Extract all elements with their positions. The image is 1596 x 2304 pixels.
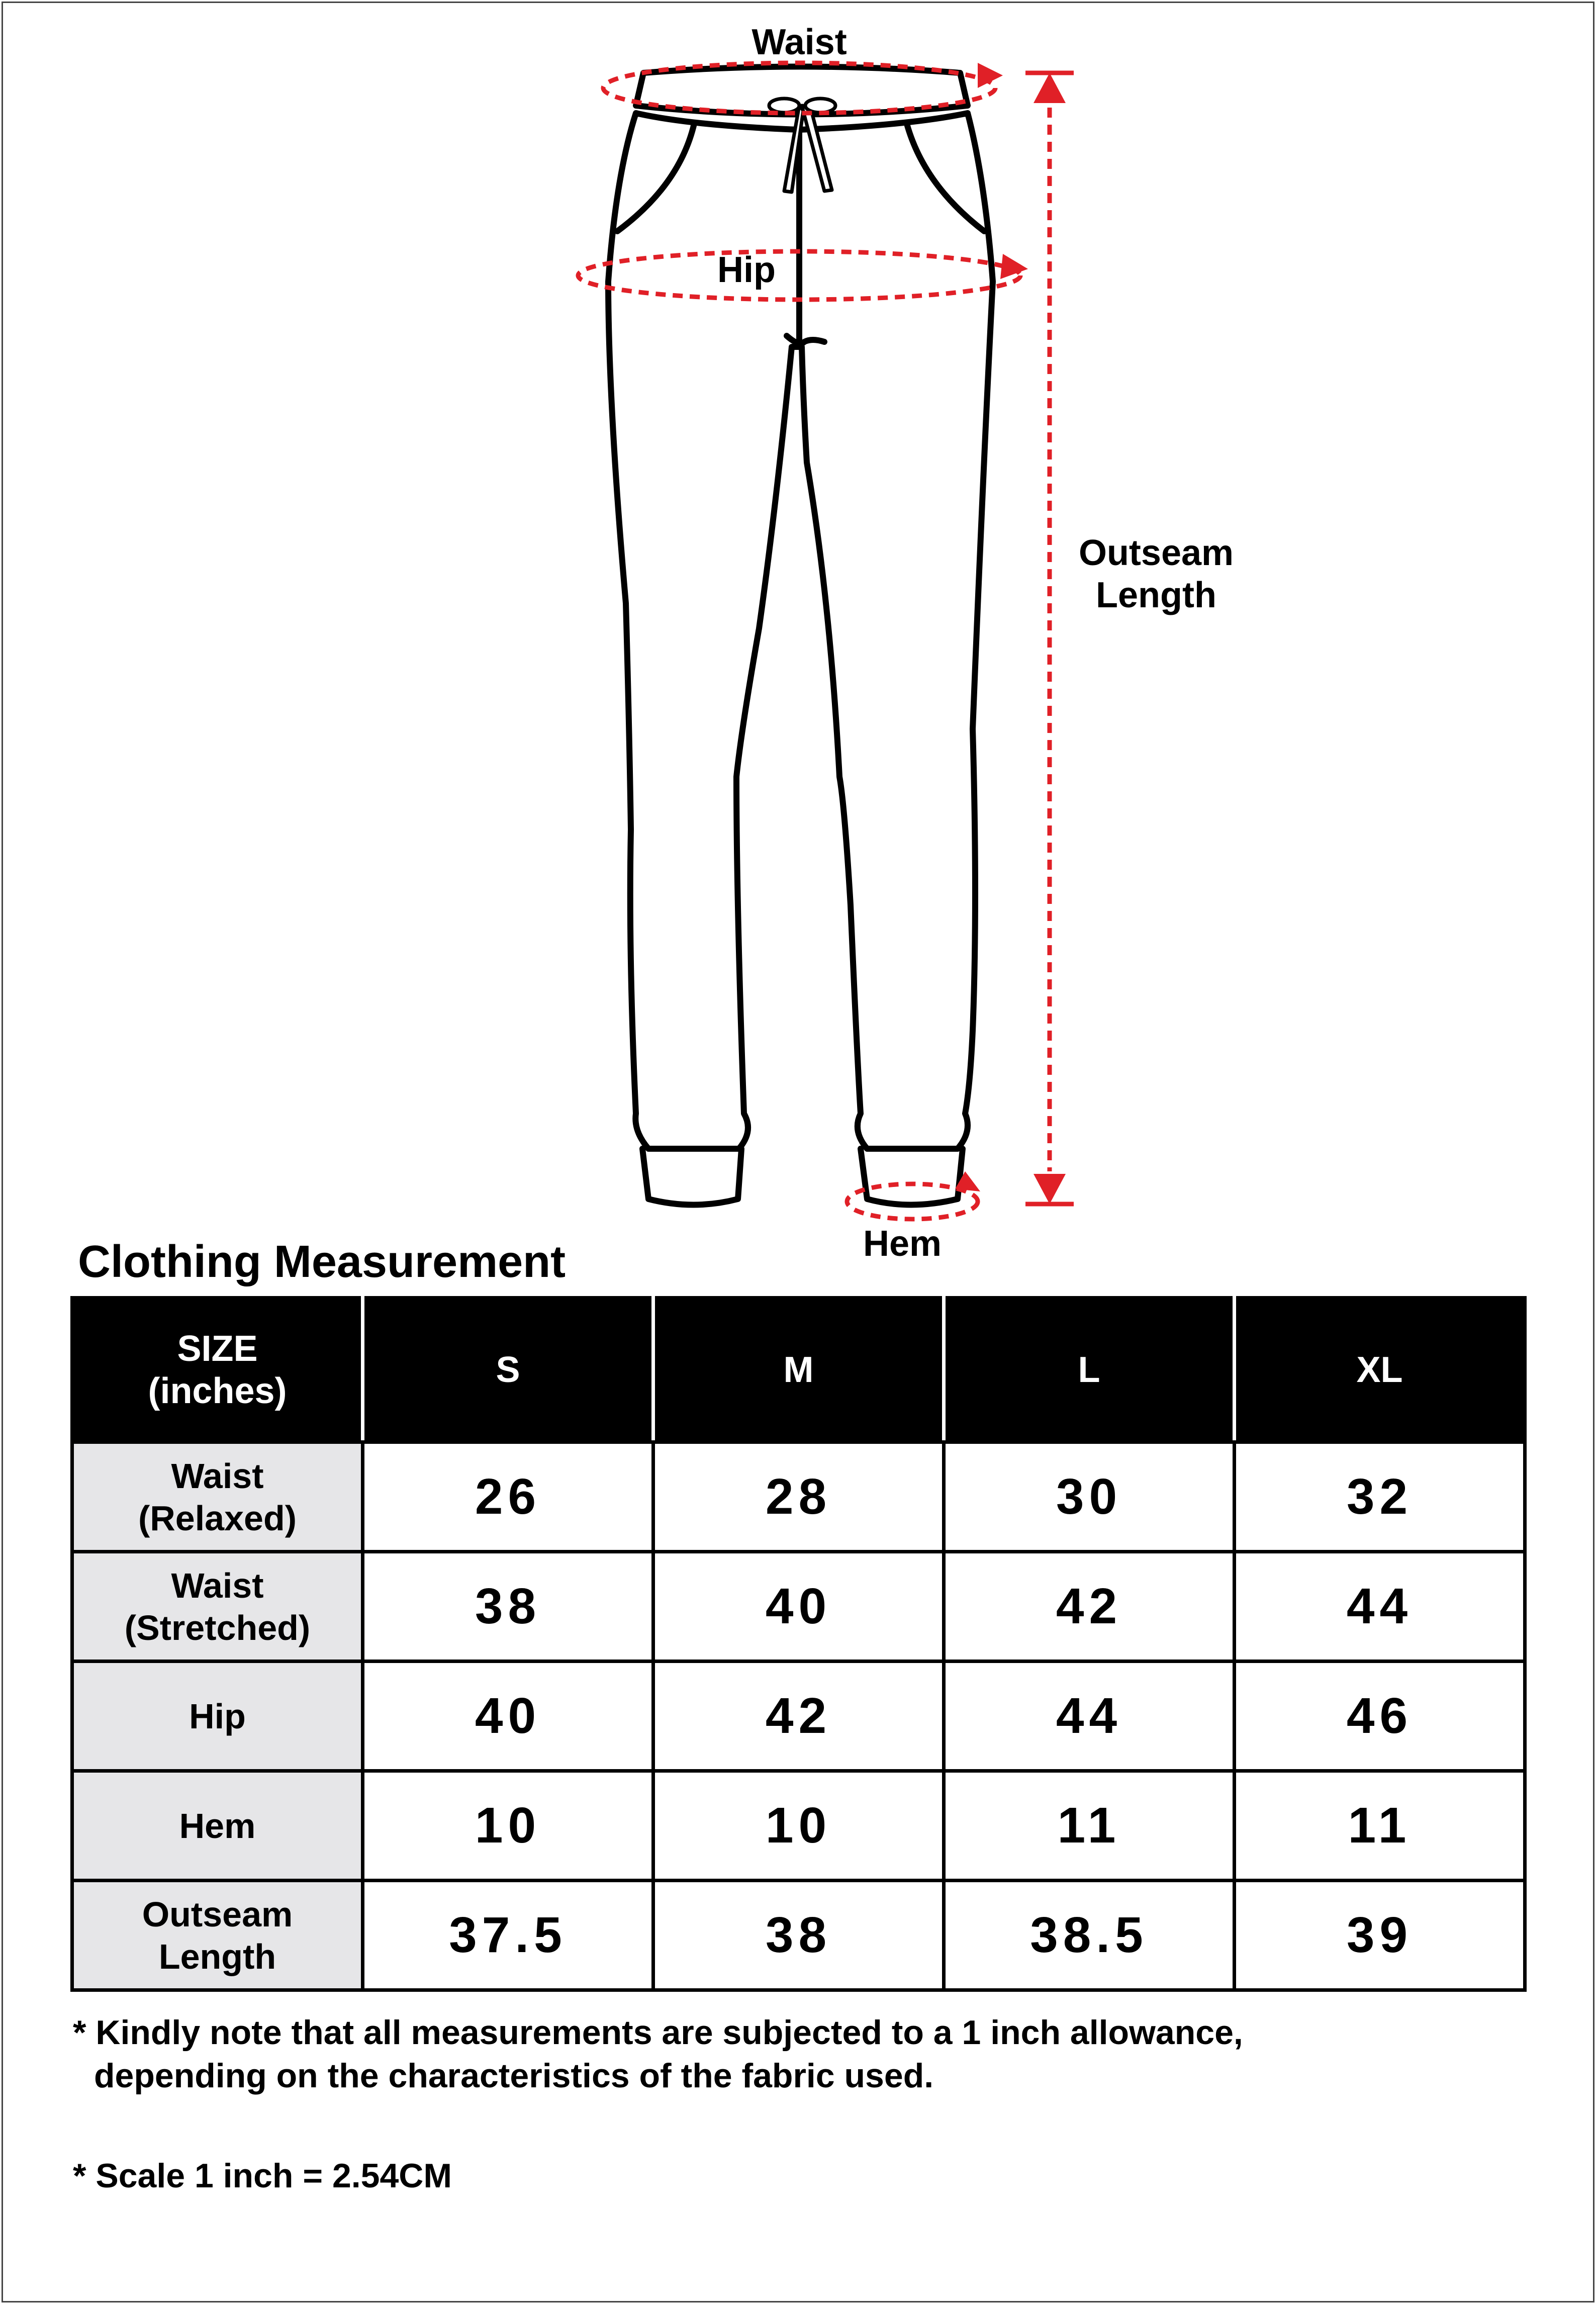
table-cell: 40 bbox=[653, 1552, 944, 1662]
waist-label: Waist bbox=[752, 22, 847, 62]
table-cell: 42 bbox=[653, 1662, 944, 1771]
row-label: Outseam Length bbox=[72, 1881, 363, 1990]
table-cell: 44 bbox=[944, 1662, 1235, 1771]
hip-label: Hip bbox=[717, 250, 776, 290]
size-header-xl: XL bbox=[1235, 1298, 1525, 1442]
table-cell: 11 bbox=[944, 1771, 1235, 1881]
table-cell: 37.5 bbox=[363, 1881, 653, 1990]
table-cell: 28 bbox=[653, 1442, 944, 1552]
table-cell: 44 bbox=[1235, 1552, 1525, 1662]
table-cell: 42 bbox=[944, 1552, 1235, 1662]
allowance-note-line1: * Kindly note that all measurements are subjected to a 1 inch allowance, bbox=[73, 2013, 1243, 2052]
table-header-row bbox=[72, 1298, 1525, 1442]
section-title: Clothing Measurement bbox=[78, 1237, 566, 1287]
table-cell: 39 bbox=[1235, 1881, 1525, 1990]
table-row bbox=[72, 1552, 1525, 1662]
row-label: Hip bbox=[72, 1662, 363, 1771]
table-cell: 26 bbox=[363, 1442, 653, 1552]
table-cell: 40 bbox=[363, 1662, 653, 1771]
hip-arrow-icon bbox=[1000, 254, 1028, 279]
outseam-arrow-bottom-icon bbox=[1034, 1174, 1066, 1204]
left-cuff bbox=[642, 1149, 741, 1205]
table-cell: 10 bbox=[653, 1771, 944, 1881]
size-chart-table bbox=[70, 1296, 1527, 1992]
right-cuff bbox=[861, 1149, 963, 1205]
size-header-l: L bbox=[944, 1298, 1235, 1442]
outseam-label: Outseam Length bbox=[1078, 533, 1234, 615]
table-cell: 32 bbox=[1235, 1442, 1525, 1552]
table-cell: 11 bbox=[1235, 1771, 1525, 1881]
table-cell: 38.5 bbox=[944, 1881, 1235, 1990]
hem-label: Hem bbox=[863, 1224, 942, 1264]
table-row bbox=[72, 1881, 1525, 1990]
outseam-arrow-top-icon bbox=[1034, 73, 1066, 103]
row-label: Waist (Stretched) bbox=[72, 1552, 363, 1662]
table-row bbox=[72, 1771, 1525, 1881]
table-cell: 30 bbox=[944, 1442, 1235, 1552]
size-header-m: M bbox=[653, 1298, 944, 1442]
row-label: Hem bbox=[72, 1771, 363, 1881]
table-cell: 38 bbox=[653, 1881, 944, 1990]
table-row bbox=[72, 1662, 1525, 1771]
allowance-note bbox=[73, 2011, 1243, 2097]
table-row bbox=[72, 1442, 1525, 1552]
size-header-s: S bbox=[363, 1298, 653, 1442]
scale-note: * Scale 1 inch = 2.54CM bbox=[73, 2157, 452, 2195]
size-column-header: SIZE (inches) bbox=[72, 1298, 363, 1442]
table-cell: 38 bbox=[363, 1552, 653, 1662]
table-cell: 46 bbox=[1235, 1662, 1525, 1771]
table-cell: 10 bbox=[363, 1771, 653, 1881]
row-label: Waist (Relaxed) bbox=[72, 1442, 363, 1552]
allowance-note-line2: depending on the characteristics of the fabric used. bbox=[94, 2057, 934, 2095]
